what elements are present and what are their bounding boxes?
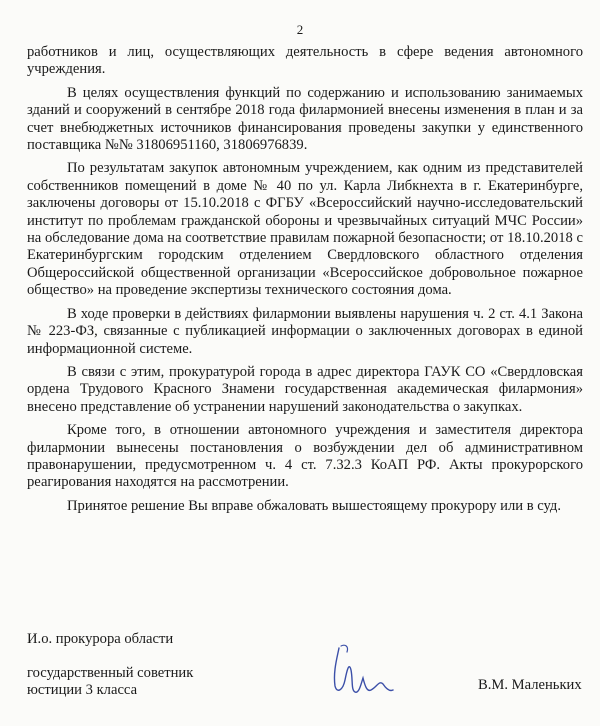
paragraph-contracts: По результатам закупок автономным учреждением, как одним из представителей собственников помещений в доме № 40 по ул. Карла Либкнехта в г. Екатеринбурге, заключены договоры от 15.10.2018 с ФГБУ «Всероссийский научно-исследовательский институт по проблемам гражданской обороны и чрезвычайных ситуаций МЧС России» на обследование дома на соответствие правилам пожарной безопасности; от 18.10.2018 с Екатеринбургским городским отделением Свердловского областного отделения Общероссийской общественной организации «Всероссийское добровольное пожарное общество» на проведение экспертизы технического состояния дома. bbox=[27, 160, 583, 299]
signatory-rank-line1: государственный советник bbox=[27, 665, 194, 681]
paragraph-administrative: Кроме того, в отношении автономного учреждения и заместителя директора филармонии вынесены постановления о возбуждении дел об административном правонарушении, предусмотренном ч. 4 ст. 7.32.3 КоАП РФ. Акты прокурорского реагирования находятся на рассмотрении. bbox=[27, 422, 583, 491]
signatory-rank-line2: юстиции 3 класса bbox=[27, 682, 138, 698]
handwritten-signature bbox=[325, 640, 397, 702]
paragraph-procurement: В целях осуществления функций по содержанию и использованию занимаемых зданий и сооружений в сентябре 2018 года филармонией внесены изменения в план и за счет внебюджетных источников финансирования проведены закупки у единственного поставщика №№ 31806951160, 31806976839. bbox=[27, 84, 583, 154]
signatory-position: И.о. прокурора области bbox=[27, 631, 174, 647]
paragraph-representation: В связи с этим, прокуратурой города в адрес директора ГАУК СО «Свердловская ордена Трудового Красного Знамени государственная академическая филармония» внесено представление об устранении нарушений законодательства о закупках. bbox=[27, 363, 583, 415]
letter-body bbox=[27, 44, 583, 515]
paragraph-violations: В ходе проверки в действиях филармонии выявлены нарушения ч. 2 ст. 4.1 Закона № 223-ФЗ, связанные с публикацией информации о заключенных договорах в единой информационной системе. bbox=[27, 305, 583, 357]
page-number: 2 bbox=[296, 22, 304, 37]
paragraph-appeal: Принятое решение Вы вправе обжаловать вышестоящему прокурору или в суд. bbox=[67, 497, 562, 514]
paragraph-continuation: работников и лиц, осуществляющих деятельность в сфере ведения автономного учреждения. bbox=[27, 44, 583, 78]
signatory-name: В.М. Маленьких bbox=[478, 677, 582, 693]
